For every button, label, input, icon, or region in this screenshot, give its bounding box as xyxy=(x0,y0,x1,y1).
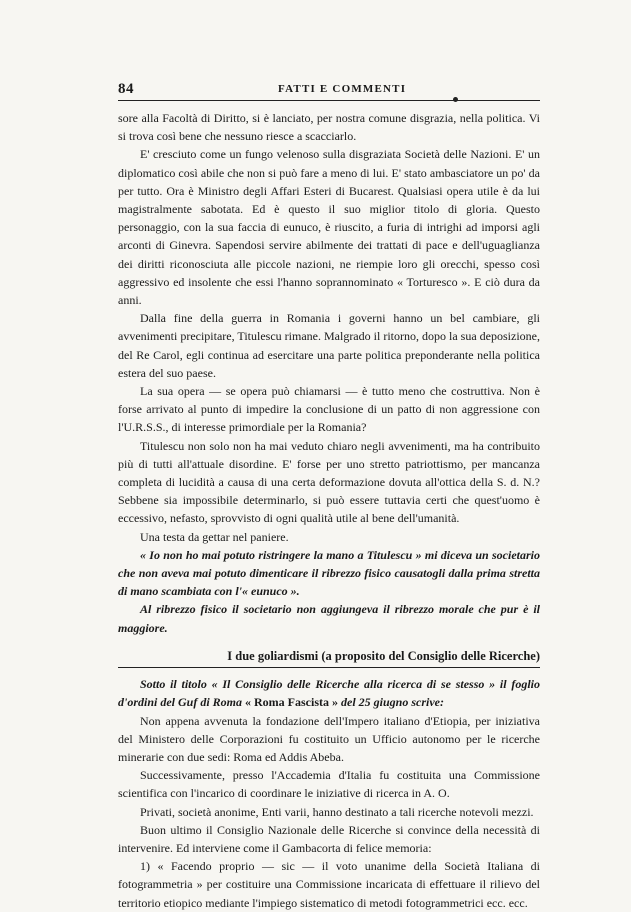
paragraph: Una testa da gettar nel paniere. xyxy=(140,529,289,544)
source-part: del 25 giugno scrive: xyxy=(341,695,445,710)
article-body xyxy=(118,109,540,912)
page-number: 84 xyxy=(118,81,134,97)
paragraph: Privati, società anonime, Enti varii, hanno destinato a tali ricerche notevoli mezzi. xyxy=(140,804,534,819)
quote-paragraph: « Io non ho mai potuto ristringere la mano a Titulescu » mi diceva un societario che non aveva mai potuto dimenticare il ribrezzo fisico causatogli dalla prima stretta di mano scambiata con l'« eunuco ». xyxy=(118,547,540,599)
paragraph: Titulescu non solo non ha mai veduto chiaro negli avvenimenti, ma ha contribuito più di tutti all'attuale disordine. E' forse per uno stretto patriottismo, per mancanza completa di lucidità a causa di una certa deformazione dovuta all'ottica della S. d. N.? Sebbene sia impossibile determinarlo, si può essere tuttavia certi che quest'uomo è eccessivo, nefasto, sprovvisto di ogni qualità utile al bene dell'umanità. xyxy=(118,438,540,526)
section-heading: I due goliardismi (a proposito del Consiglio delle Ricerche) xyxy=(118,647,540,668)
paragraph: Non appena avvenuta la fondazione dell'Impero italiano d'Etiopia, per iniziativa del Ministero delle Corporazioni fu costituito un Ufficio autonomo per le ricerche minerarie con due sedi: Roma ed Addis Abeba. xyxy=(118,713,540,764)
paragraph: Successivamente, presso l'Accademia d'Italia fu costituita una Commissione scientifica con l'incarico di coordinare le iniziative di ricerca in A. O. xyxy=(118,768,540,801)
source-part: il foglio d'ordini del Guf di Roma xyxy=(118,677,541,710)
paragraph: Dalla fine della guerra in Romania i governi hanno un bel cambiare, gli avvenimenti precipitare, Titulescu rimane. Malgrado il ritorno, dopo la sua deposizione, del Re Carol, egli continua ad esercitare una parte politica preponderante nella politica estera del suo paese. xyxy=(118,311,540,380)
source-part: « Roma Fascista » xyxy=(245,695,339,710)
source-part: Sotto il titolo xyxy=(140,677,207,692)
source-citation xyxy=(118,675,540,711)
paragraph: La sua opera — se opera può chiamarsi — è tutto meno che costruttiva. Non è forse arrivato al punto di impedire la conclusione di un patto di non aggressione con l'U.R.S.S., di interesse primordiale per la Romania? xyxy=(118,384,540,435)
header-rule xyxy=(118,100,540,101)
running-title: FATTI E COMMENTI xyxy=(278,83,407,95)
header-rule-dot xyxy=(453,97,458,102)
paragraph: Buon ultimo il Consiglio Nazionale delle Ricerche si convince della necessità di intervenire. Ed interviene come il Gambacorta di felice memoria: xyxy=(118,822,540,855)
paragraph: E' cresciuto come un fungo velenoso sulla disgraziata Società delle Nazioni. E' un diplomatico così abile che non si può fare a meno di lui. E' stato ambasciatore un po' da per tutto. Ora è Ministro degli Affari Esteri di Bucarest. Qualsiasi opera utile è da lui magistralmente sabotata. Ed è questo il suo miglior titolo di gloria. Questo personaggio, con la sua faccia di eunuco, è riuscito, a furia di intrighi ad imporsi agli arconti di Ginevra. Sapendosi servire abilmente dei trattati di pace e dell'uguaglianza dei diritti riconosciuta alle piccole nazioni, ne riempie loro gli orecchi, spesso così aggressivo ed insolente che essi l'hanno soprannominato « Torturesco ». E ciò dura da anni. xyxy=(118,147,540,308)
paragraph: 1) « Facendo proprio — sic — il voto unanime della Società Italiana di fotogrammetria » per costituire una Commissione incaricata di effettuare il rilievo del territorio etiopico mediante l'impiego sistematico di metodi fotogrammetrici ecc. ecc. xyxy=(118,859,540,910)
source-part: « Il Consiglio delle Ricerche alla ricerca di se stesso » xyxy=(211,677,496,692)
paragraph: sore alla Facoltà di Diritto, si è lanciato, per nostra comune disgrazia, nella politica. Vi si trova così bene che nessuno riesce a scacciarlo. xyxy=(118,111,540,144)
page-header xyxy=(118,81,540,99)
quote-paragraph: Al ribrezzo fisico il societario non aggiungeva il ribrezzo morale che pur è il maggiore. xyxy=(118,602,540,635)
